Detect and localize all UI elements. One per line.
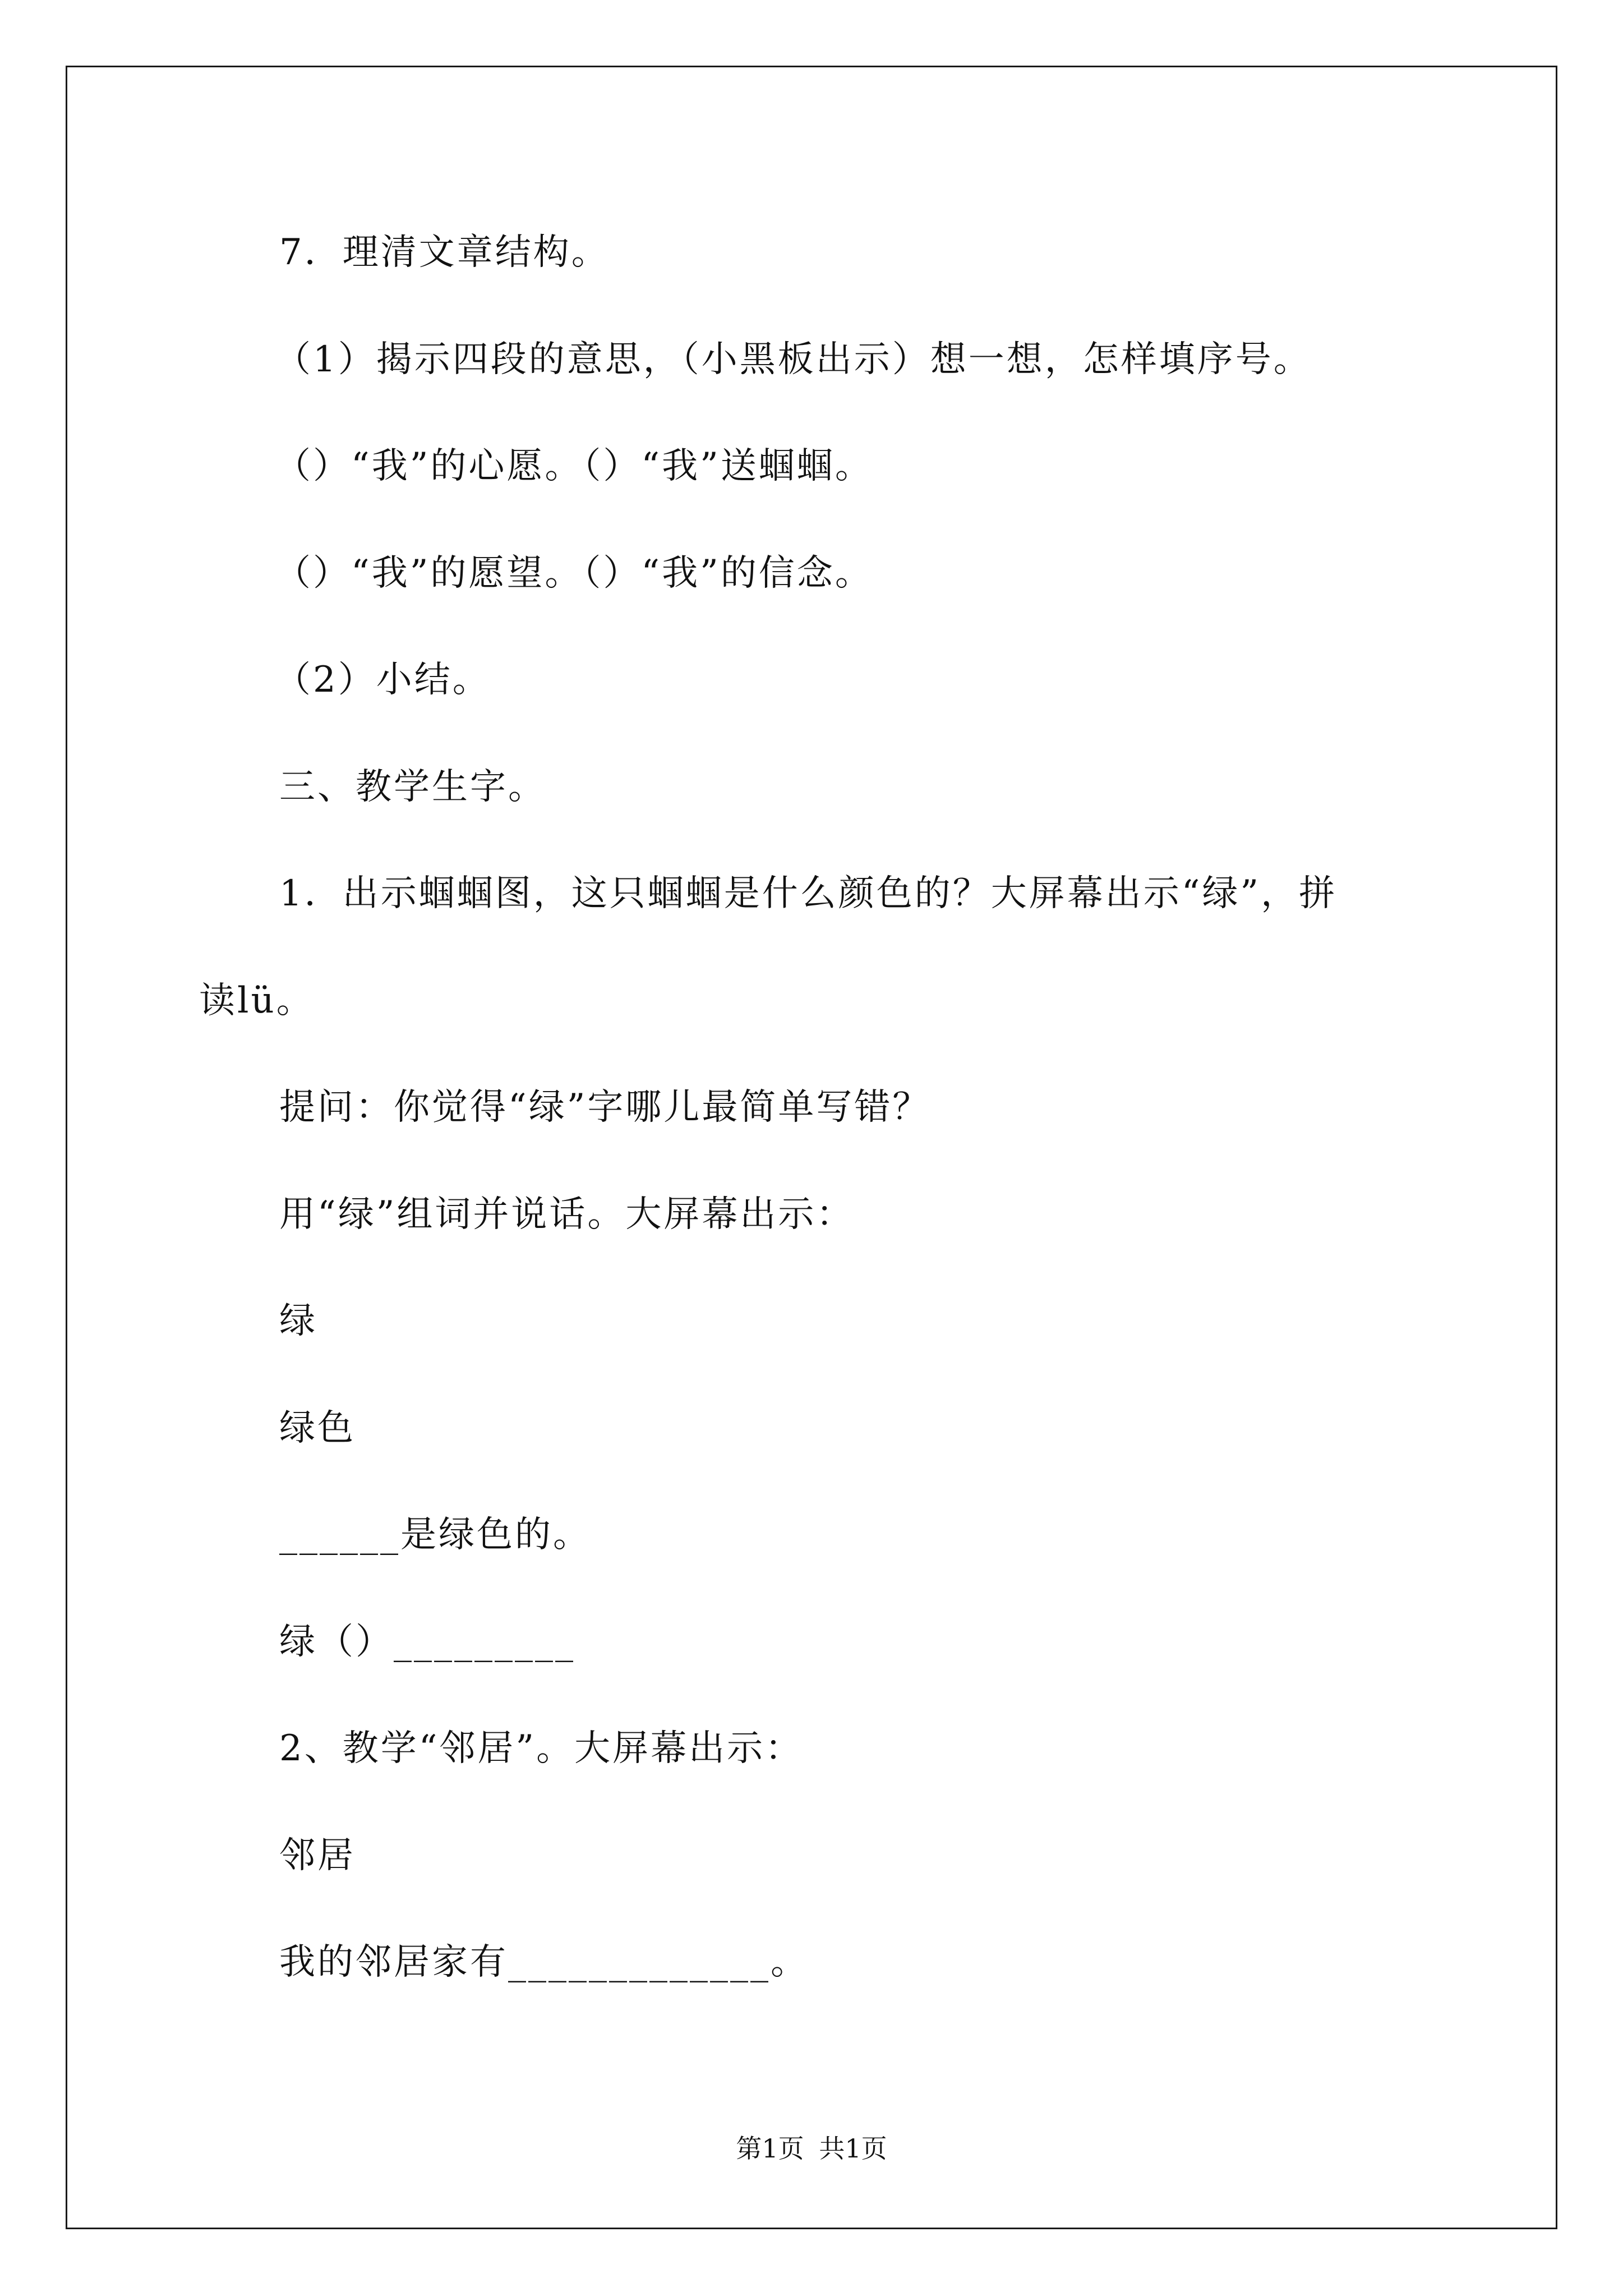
text-line: 2、教学“邻居”。大屏幕出示： [279, 1728, 804, 1769]
text-line: 1．出示蝈蝈图，这只蝈蝈是什么颜色的？大屏幕出示“绿”，拼 [279, 873, 1338, 914]
text-line: 邻居 [279, 1835, 356, 1876]
text-line: ______是绿色的。 [279, 1514, 591, 1556]
text-line: 读lü。 [199, 980, 315, 1022]
page-border [66, 66, 1557, 2229]
page-footer [0, 2133, 1623, 2164]
text-line: 我的邻居家有_____________。 [279, 1941, 809, 1983]
text-line: 用“绿”组词并说话。大屏幕出示： [279, 1194, 855, 1235]
text-line: 绿（）_________ [279, 1621, 575, 1663]
section-heading-structure: 7．理清文章结构。 [279, 232, 610, 273]
text-line: （1）揭示四段的意思，（小黑板出示）想一想，怎样填序号。 [275, 339, 1312, 380]
text-line: 提问：你觉得“绿”字哪儿最简单写错？ [279, 1087, 931, 1128]
text-line: （2）小结。 [275, 659, 491, 701]
section-heading-characters: 三、教学生字。 [279, 766, 546, 808]
text-line: 绿色 [279, 1407, 356, 1449]
text-line: （）“我”的愿望。（）“我”的信念。 [275, 553, 873, 594]
text-line: 绿 [279, 1300, 317, 1342]
text-line: （）“我”的心愿。（）“我”送蝈蝈。 [275, 445, 873, 487]
page-total: 共1页 [819, 2133, 887, 2164]
page-number: 第1页 [736, 2133, 804, 2164]
